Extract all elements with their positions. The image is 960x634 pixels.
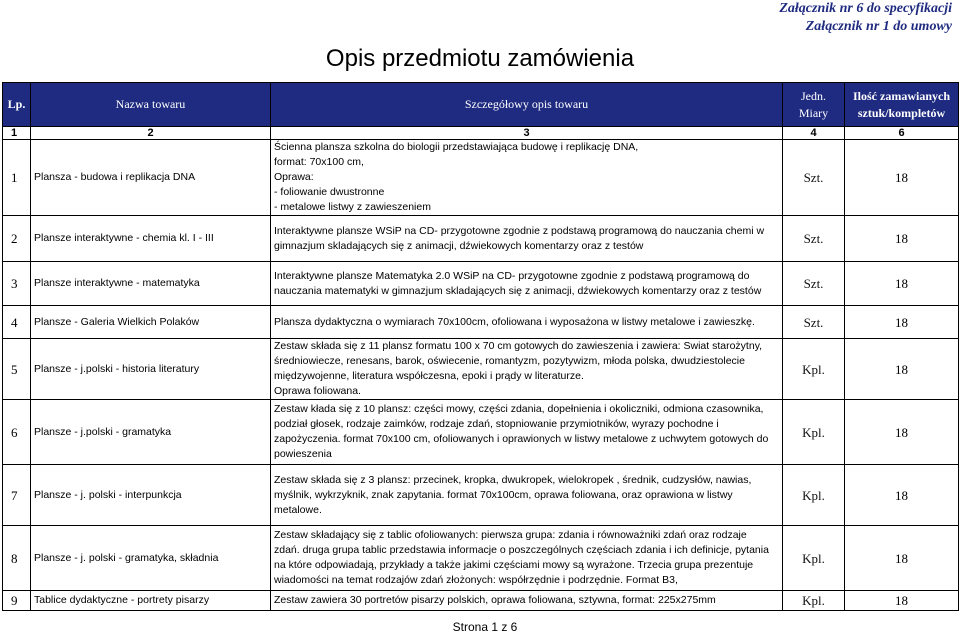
product-name: Plansze - j.polski - historia literatury — [31, 339, 271, 400]
annex-note — [779, 0, 952, 36]
column-number: 1 — [3, 127, 31, 140]
description-line: powieszenia — [274, 448, 332, 460]
unit-of-measure: Szt. — [783, 262, 845, 306]
description-line: podział głosek, rodzaje zaimków, rodzaje zdań, stopniowanie przymiotników, wyrazy pochodne i — [274, 418, 719, 430]
description-line: Interaktywne plansze WSiP na CD- przygotowne zgodnie z podstawą programową do nauczania chemi w — [274, 224, 765, 237]
col-name-header: Nazwa towaru — [31, 83, 271, 127]
description-line: na które odpowiadają, przykłady a także jakimi częściami mowy są wyrażone. Trzecia grupa prezentuje — [274, 559, 754, 571]
description-line: Ścienna plansza szkolna do biologii przedstawiająca budowę i replikację DNA, — [274, 141, 639, 153]
col-qty-header — [845, 83, 959, 127]
unit-of-measure: Kpl. — [783, 526, 845, 591]
unit-of-measure: Kpl. — [783, 591, 845, 611]
description-line: Oprawa: — [274, 171, 314, 183]
unit-of-measure: Kpl. — [783, 339, 845, 400]
table-row — [3, 262, 959, 306]
table-row — [3, 465, 959, 526]
product-name: Plansze - j. polski - gramatyka, składnia — [31, 526, 271, 591]
description-line: Zestaw składający się z tablic ofoliowanych: pierwsza grupa: zdania i równoważniki zdań oraz rodzaje — [274, 529, 747, 541]
description-line: Zestaw zawiera 30 portretów pisarzy polskich, oprawa foliowana, sztywna, format: 225x275mm — [274, 594, 716, 606]
product-name: Plansze interaktywne - matematyka — [31, 262, 271, 306]
product-description — [271, 306, 783, 339]
unit-of-measure: Kpl. — [783, 400, 845, 465]
description-line: Zestaw kłada się z 10 plansz: części mowy, części zdania, dopełnienia i okoliczniki, odmiona czasownika, — [274, 403, 764, 415]
product-description — [271, 216, 783, 262]
description-line: Oprawa foliowana. — [274, 385, 361, 397]
description-line: myślnik, wykrzyknik, znak zapytania. format 70x100cm, oprawa foliowana, oraz oprawiona w listwy — [274, 488, 733, 501]
quantity: 18 — [845, 400, 959, 465]
description-line: średniowiecze, renesans, barok, oświecenie, romantyzm, pozytywizm, młoda polska, dwudziestolecie — [274, 355, 745, 367]
product-name: Plansze - j. polski - interpunkcja — [31, 465, 271, 526]
row-number: 8 — [3, 526, 31, 591]
order-table — [2, 82, 959, 611]
quantity: 18 — [845, 526, 959, 591]
product-description — [271, 262, 783, 306]
description-line: Interaktywne plansze Matematyka 2.0 WSiP na CD- przygotowne zgodnie z podstawą programową do — [274, 269, 750, 282]
unit-of-measure: Szt. — [783, 140, 845, 216]
table-row — [3, 216, 959, 262]
row-number: 2 — [3, 216, 31, 262]
annex-line-1: Załącznik nr 6 do specyfikacji — [779, 1, 952, 16]
product-name: Plansze interaktywne - chemia kl. I - III — [31, 216, 271, 262]
column-number: 3 — [271, 127, 783, 140]
product-description — [271, 591, 783, 611]
col-unit-header: Jedn. Miary — [783, 83, 845, 127]
row-number: 6 — [3, 400, 31, 465]
column-number: 4 — [783, 127, 845, 140]
row-number: 9 — [3, 591, 31, 611]
table-row — [3, 400, 959, 465]
unit-of-measure: Kpl. — [783, 465, 845, 526]
description-line: Zestaw składa się z 3 plansz: przecinek, kropka, dwukropek, wielokropek , średnik, cudzysłów, nawias, — [274, 473, 752, 486]
quantity: 18 — [845, 465, 959, 526]
product-description — [271, 400, 783, 465]
product-name: Plansze - Galeria Wielkich Polaków — [31, 306, 271, 339]
table-row — [3, 306, 959, 339]
description-line: gimnazjum skladających się z animacji, dźwiekowych komentarzy oraz z testów — [274, 239, 644, 252]
col-qty-header-line2: sztuk/kompletów — [857, 105, 946, 120]
unit-of-measure: Szt. — [783, 306, 845, 339]
quantity: 18 — [845, 339, 959, 400]
description-line: format: 70x100 cm, — [274, 156, 364, 168]
table-row — [3, 591, 959, 611]
column-number: 2 — [31, 127, 271, 140]
row-number: 1 — [3, 140, 31, 216]
quantity: 18 — [845, 591, 959, 611]
quantity: 18 — [845, 262, 959, 306]
page-footer: Strona 1 z 6 — [452, 620, 518, 634]
product-description — [271, 526, 783, 591]
column-number: 6 — [845, 127, 959, 140]
row-number: 5 — [3, 339, 31, 400]
description-line: - foliowanie dwustronne — [274, 186, 385, 198]
col-lp-header: Lp. — [3, 83, 31, 127]
description-line: międzywojenne, literatura współczesna, epoki i prądy w literaturze. — [274, 370, 584, 382]
description-line: nauczania matematyki w gimnazjum skladających się z animacji, dźwiekowych komentarzy oraz z testów — [274, 284, 762, 297]
product-description — [271, 465, 783, 526]
product-name: Plansza - budowa i replikacja DNA — [31, 140, 271, 216]
page-title: Opis przedmiotu zamówienia — [325, 45, 635, 72]
quantity: 18 — [845, 216, 959, 262]
product-description — [271, 339, 783, 400]
row-number: 7 — [3, 465, 31, 526]
col-desc-header: Szczegółowy opis towaru — [271, 83, 783, 127]
annex-line-2: Załącznik nr 1 do umowy — [805, 19, 952, 34]
description-line: zdań. druga grupa tablic przedstawia informacje o poszczególnych częściach zdania i ich definicje, pytania — [274, 544, 769, 556]
table-row — [3, 339, 959, 400]
column-number-row — [3, 127, 959, 140]
description-line: Zestaw składa się z 11 plansz formatu 100 x 70 cm gotowych do zawieszenia i zawiera: Swiat starożytny, — [274, 340, 763, 352]
description-line: - metalowe listwy z zawieszeniem — [274, 201, 431, 213]
product-name: Tablice dydaktyczne - portrety pisarzy — [31, 591, 271, 611]
table-row — [3, 140, 959, 216]
row-number: 3 — [3, 262, 31, 306]
unit-of-measure: Szt. — [783, 216, 845, 262]
description-line: zapożyczenia. format 70x100 cm, ofoliowanych i oprawionych w listwy metalowe z uchwytem gotowych do — [274, 433, 769, 445]
col-qty-header-line1: Ilość zamawianych — [853, 88, 950, 103]
product-description — [271, 140, 783, 216]
quantity: 18 — [845, 140, 959, 216]
description-line: wiadomości na temat rodzajów zdań złożonych: współrzędnie i podrzędnie. Format B3, — [274, 574, 678, 586]
row-number: 4 — [3, 306, 31, 339]
description-line: Plansza dydaktyczna o wymiarach 70x100cm, ofoliowana i wyposażona w listwy metalowe i zawieszkę. — [274, 315, 755, 328]
description-line: metalowe. — [274, 503, 322, 516]
header-row — [3, 83, 959, 127]
quantity: 18 — [845, 306, 959, 339]
product-name: Plansze - j.polski - gramatyka — [31, 400, 271, 465]
table-row — [3, 526, 959, 591]
